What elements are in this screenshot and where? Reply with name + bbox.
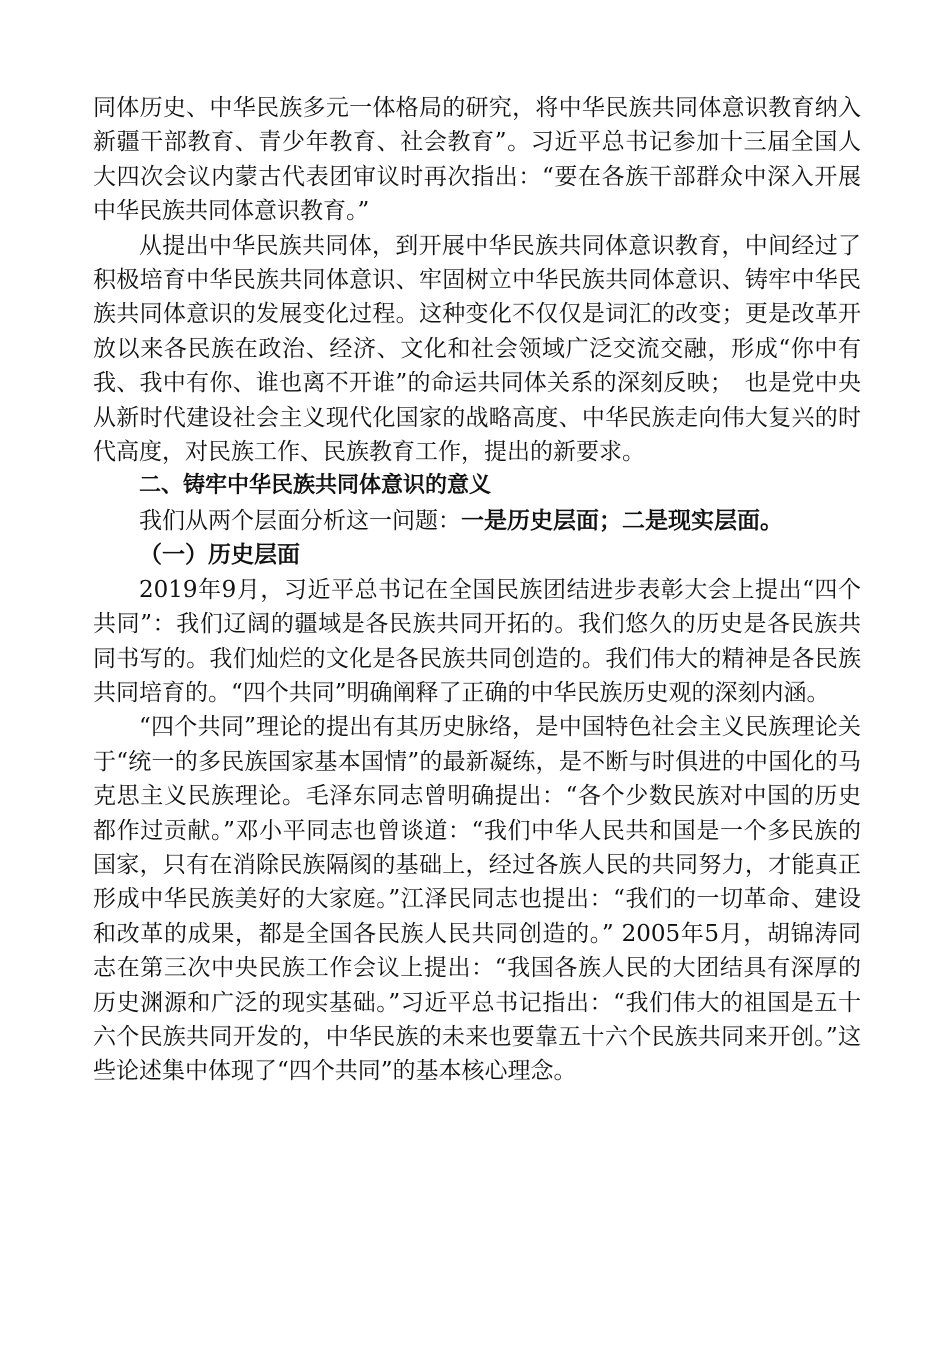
document-body xyxy=(93,91,861,1089)
subsection-heading-history: （一）历史层面 xyxy=(139,541,300,569)
paragraph-continuation: 同体历史、中华民族多元一体格局的研究，将中华民族共同体意识教育纳入新疆干部教育、青少年教育、社会教育”。习近平总书记参加十三届全国人大四次会议内蒙古代表团审议时再次指出：“要在各族干部群众中深入开展中华民族共同体意识教育。” xyxy=(93,95,861,225)
paragraph-two-levels xyxy=(93,504,861,538)
paragraph-historical-context: “四个共同”理论的提出有其历史脉络，是中国特色社会主义民族理论关于“统一的多民族国家基本国情”的最新凝练，是不断与时俱进的中国化的马克思主义民族理论。毛泽东同志曾明确提出：“各个少数民族对中国的历史都作过贡献。”邓小平同志也曾谈道：“我们中华人民共和国是一个多民族的国家，只有在消除民族隔阂的基础上，经过各族人民的共同努力，才能真正形成中华民族美好的大家庭。”江泽民同志也提出：“我们的一切革命、建设和改革的成果，都是全国各民族人民共同创造的。” 2005年5月，胡锦涛同志在第三次中央民族工作会议上提出：“我国各族人民的大团结具有深厚的历史渊源和广泛的现实基础。”习近平总书记指出：“我们伟大的祖国是五十六个民族共同开发的，中华民族的未来也要靠五十六个民族共同来开创。”这些论述集中体现了“四个共同”的基本核心理念。 xyxy=(93,714,861,1085)
paragraph-four-commons: 2019年9月，习近平总书记在全国民族团结进步表彰大会上提出“四个共同”：我们辽阔的疆域是各民族共同开拓的。我们悠久的历史是各民族共同书写的。我们灿烂的文化是各民族共同创造的。我们伟大的精神是各民族共同培育的。“四个共同”明确阐释了正确的中华民族历史观的深刻内涵。 xyxy=(93,576,861,706)
paragraph-evolution: 从提出中华民族共同体，到开展中华民族共同体意识教育，中间经过了积极培育中华民族共同体意识、牢固树立中华民族共同体意识、铸牢中华民族共同体意识的发展变化过程。这种变化不仅仅是词汇的改变；更是改革开放以来各民族在政治、经济、文化和社会领域广泛交流交融，形成“你中有我、我中有你、谁也离不开谁”的命运共同体关系的深刻反映； 也是党中央从新时代建设社会主义现代化国家的战略高度、中华民族走向伟大复兴的时代高度，对民族工作、民族教育工作，提出的新要求。 xyxy=(93,232,861,466)
two-levels-intro: 我们从两个层面分析这一问题： xyxy=(139,507,461,534)
two-levels-emphasis: 一是历史层面；二是现实层面。 xyxy=(461,506,783,534)
section-heading-significance: 二、铸牢中华民族共同体意识的意义 xyxy=(139,473,492,499)
